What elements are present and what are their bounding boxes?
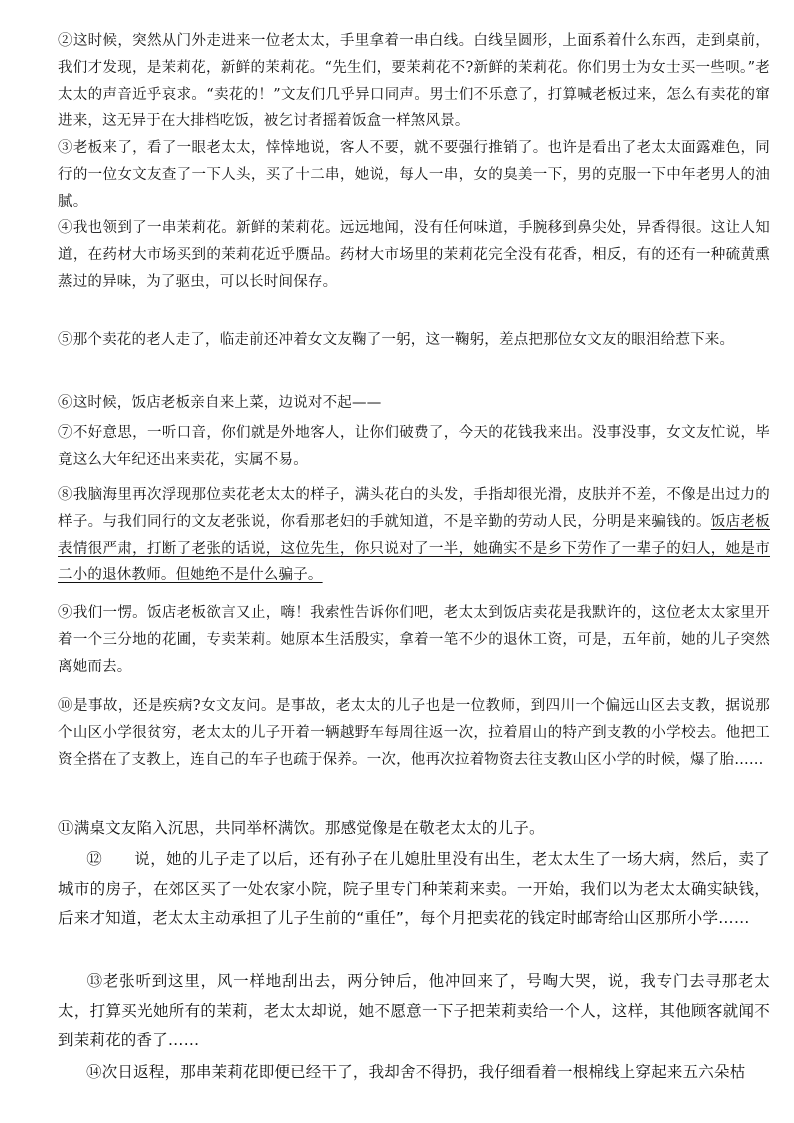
paragraph-8 <box>58 482 770 589</box>
paragraph-10: ⑩是事故，还是疾病?女文友问。是事故，老太太的儿子也是一位教师，到四川一个偏远山区去支教，据说那个山区小学很贫穷，老太太的儿子开着一辆越野车每周往返一次，拉着眉山的特产到支教的小学校去。他把工资全搭在了支教上，连自己的车子也疏于保养。一次，他再次拉着物资去往支教山区小学的时候，爆了胎…… <box>58 698 770 768</box>
paragraph-12 <box>58 845 770 934</box>
paragraph-9: ⑨我们一愣。饭店老板欲言又止，嗨！我索性告诉你们吧，老太太到饭店卖花是我默许的，这位老太太家里开着一个三分地的花圃，专卖茉莉。她原本生活殷实，拿着一笔不少的退休工资，可是，五年前，她的儿子突然离她而去。 <box>58 605 770 675</box>
paragraph-13-text: ⑬老张听到这里，风一样地刮出去，两分钟后，他冲回来了，号啕大哭，说，我专门去寻那老太太，打算买光她所有的茉莉，老太太却说，她不愿意一下子把茉莉卖给一个人，这样，其他顾客就闻不到茉莉花的香了…… <box>58 972 770 1049</box>
paragraph-7: ⑦不好意思，一听口音，你们就是外地客人，让你们破费了，今天的花钱我来出。没事没事，女文友忙说，毕竟这么大年纪还出来卖花，实属不易。 <box>58 425 770 468</box>
paragraph-11: ⑪满桌文友陷入沉思，共同举杯满饮。那感觉像是在敬老太太的儿子。 <box>58 819 545 837</box>
paragraph-5: ⑤那个卖花的老人走了，临走前还冲着女文友鞠了一躬，这一鞠躬，差点把那位女文友的眼泪给惹下来。 <box>58 332 735 348</box>
paragraph-8-text: ⑧我脑海里再次浮现那位卖花老太太的样子，满头花白的头发，手指却很光滑，皮肤并不差，不像是出过力的样子。与我们同行的文友老张说，你看那老妇的手就知道，不是辛勤的劳动人民，分明是来骗钱的。 <box>58 487 770 530</box>
paragraph-13 <box>58 967 770 1056</box>
paragraph-14-text: ⑭次日返程，那串茉莉花即便已经干了，我却舍不得扔，我仔细看着一根棉线上穿起来五六朵枯 <box>86 1063 746 1081</box>
paragraph-12-number: ⑫ <box>86 850 103 868</box>
paragraph-12-text: 说，她的儿子走了以后，还有孙子在儿媳肚里没有出生，老太太生了一场大病，然后，卖了城市的房子，在郊区买了一处农家小院，院子里专门种茉莉来卖。一开始，我们以为老太太确实缺钱，后来才知道，老太太主动承担了儿子生前的“重任”，每个月把卖花的钱定时邮寄给山区那所小学…… <box>58 850 770 927</box>
paragraph-8-underlined-text: 饭店老板表情很严肃，打断了老张的话说，这位先生，你只说对了一半，她确实不是乡下劳作了一辈子的妇人，她是市二小的退休教师。但她绝不是什么骗子。 <box>58 513 770 584</box>
paragraph-3: ③老板来了，看了一眼老太太，悻悻地说，客人不要，就不要强行推销了。也许是看出了老太太面露难色，同行的一位女文友查了一下人头，买了十二串，她说，每人一串，女的臭美一下，男的克服一下中年老男人的油腻。 <box>58 140 770 210</box>
paragraph-14 <box>58 1058 770 1088</box>
paragraph-2: ②这时候，突然从门外走进来一位老太太，手里拿着一串白线。白线呈圆形，上面系着什么东西，走到桌前，我们才发现，是茉莉花，新鲜的茉莉花。“先生们，要茉莉花不?新鲜的茉莉花。你们男士为女士买一些呗。”老太太的声音近乎哀求。“卖花的！”文友们几乎异口同声。男士们不乐意了，打算喊老板过来，怎么有卖花的窜进来，这无异于在大排档吃饭，被乞讨者摇着饭盒一样煞风景。 <box>58 33 770 130</box>
paragraph-4: ④我也领到了一串茉莉花。新鲜的茉莉花。远远地闻，没有任何味道，手腕移到鼻尖处，异香得很。这让人知道，在药材大市场买到的茉莉花近乎赝品。药材大市场里的茉莉花完全没有花香，相反，有的还有一种硫黄熏蒸过的异味，为了驱虫，可以长时间保存。 <box>58 220 770 290</box>
paragraph-6: ⑥这时候，饭店老板亲自来上菜，边说对不起—— <box>58 395 382 411</box>
